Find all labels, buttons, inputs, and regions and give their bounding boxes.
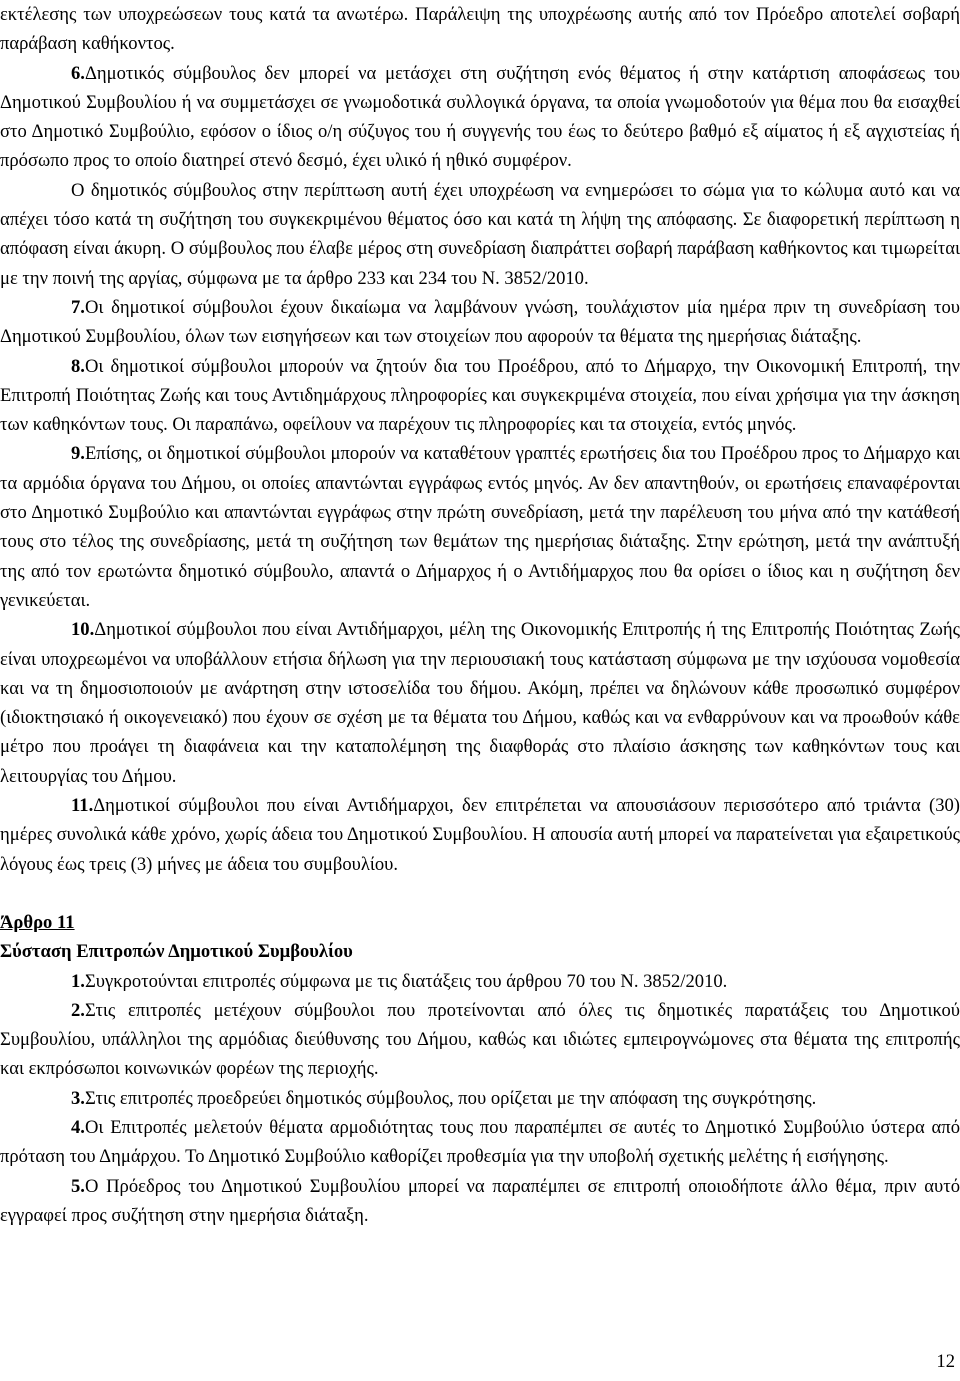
- paragraph-6-continued: [0, 176, 960, 293]
- paragraph-10: [0, 615, 960, 791]
- item-text: Στις επιτροπές μετέχουν σύμβουλοι που προτείνονται από όλες τις δημοτικές παρατάξεις του Δημοτικού Συμβουλίου, υπάλληλοι της αρμόδιας διεύθυνσης του Δήμου, καθώς και ιδιώτες εμπειρογνώμονες στα θέματα της επιτροπής και εκπρόσωποι κοινωνικών φορέων της περιοχής.: [0, 999, 960, 1080]
- item-text: Συγκροτούνται επιτροπές σύμφωνα με τις διατάξεις του άρθρου 70 του Ν. 3852/2010.: [84, 970, 728, 992]
- paragraph-11: [0, 791, 960, 879]
- item-text: Οι Επιτροπές μελετούν θέματα αρμοδιότητας τους που παραπέμπει σε αυτές το Δημοτικό Συμβούλιο ύστερα από πρόταση του Δημάρχου. Το Δημοτικό Συμβούλιο καθορίζει προθεσμία για την υποβολή σχετικής μελέτης ή εισήγησης.: [0, 1116, 960, 1168]
- item-text: Επίσης, οι δημοτικοί σύμβουλοι μπορούν να καταθέτουν γραπτές ερωτήσεις δια του Προέδρου προς το Δήμαρχο και τα αρμόδια όργανα του Δήμου, οι οποίες απαντώνται εγγράφως εντός μηνός. Αν δεν απαντηθούν, οι ερωτήσεις επαναφέρονται στο Δημοτικό Συμβούλιο και απαντώνται εγγράφως στην πρώτη συνεδρίαση, μετά την παρέλευση του μήνα από την κατάθεσή τους στο τέλος της συνεδρίασης, μετά τη συζήτηση των θεμάτων της ημερήσιας διάταξης. Στην ερώτηση, μετά την ανάπτυξή της από τον ερωτώντα δημοτικό σύμβουλο, απαντά ο Δήμαρχος ή ο Αντιδήμαρχος που θα ορίσει ο ίδιος και η συζήτηση δεν γενικεύεται.: [0, 443, 960, 611]
- article-paragraph-1: [0, 967, 960, 996]
- article-title: Άρθρο 11: [0, 911, 75, 933]
- article-subtitle: Σύσταση Επιτροπών Δημοτικού Συμβουλίου: [0, 941, 353, 963]
- item-text: Οι δημοτικοί σύμβουλοι μπορούν να ζητούν δια του Προέδρου, από το Δήμαρχο, την Οικονομική Επιτροπή, την Επιτροπή Ποιότητας Ζωής και τους Αντιδημάρχους πληροφορίες και συγκεκριμένα στοιχεία, που είναι χρήσιμα για την άσκηση των καθηκόντων τους. Οι παραπάνω, οφείλουν να παρέχουν τις πληροφορίες και τα στοιχεία, εντός μηνός.: [0, 355, 960, 436]
- item-number: 3.: [71, 1087, 85, 1109]
- item-number: 9.: [71, 443, 85, 465]
- item-number: 5.: [71, 1175, 85, 1197]
- intro-paragraph: εκτέλεσης των υποχρεώσεων τους κατά τα ανωτέρω. Παράλειψη της υποχρέωσης αυτής από τον Πρόεδρο αποτελεί σοβαρή παράβαση καθήκοντος.: [0, 4, 960, 55]
- article-paragraph-3: [0, 1084, 960, 1113]
- item-text: Δημοτικοί σύμβουλοι που είναι Αντιδήμαρχοι, δεν επιτρέπεται να απουσιάσουν περισσότερο από τριάντα (30) ημέρες συνολικά κάθε χρόνο, χωρίς άδεια του Δημοτικού Συμβουλίου. Η απουσία αυτή μπορεί να παρατείνεται για εξαιρετικούς λόγους έως τρεις (3) μήνες με άδεια του συμβουλίου.: [0, 795, 960, 875]
- item-number: 10.: [71, 619, 95, 641]
- paragraph-8: [0, 352, 960, 440]
- item-number: 11.: [71, 795, 94, 817]
- paragraph-6: [0, 59, 960, 176]
- article-paragraph-2: [0, 996, 960, 1084]
- item-text: Δημοτικός σύμβουλος δεν μπορεί να μετάσχει στη συζήτηση ενός θέματος ή στην κατάρτιση αποφάσεως του Δημοτικού Συμβουλίου ή να συμμετάσχει σε γνωμοδοτικά συλλογικά όργανα, τα οποία γνωμοδοτούν για θέμα που θα εισαχθεί στο Δημοτικό Συμβούλιο, εφόσον ο ίδιος ο/η σύζυγος του ή συγγενής του έως το δεύτερο βαθμό εξ αίματος ή εξ αγχιστείας ή πρόσωπο προς το οποίο διατηρεί στενό δεσμό, έχει υλικό ή ηθικό συμφέρον.: [0, 62, 960, 172]
- article-paragraph-5: [0, 1172, 960, 1231]
- item-text: Ο δημοτικός σύμβουλος στην περίπτωση αυτή έχει υποχρέωση να ενημερώσει το σώμα για το κώλυμα αυτό και να απέχει τόσο κατά τη συζήτηση του συγκεκριμένου θέματος όσο και κατά τη λήψη της απόφασης. Σε διαφορετική περίπτωση η απόφαση είναι άκυρη. Ο σύμβουλος που έλαβε μέρος στη συνεδρίαση διαπράττει σοβαρή παράβαση καθήκοντος και τιμωρείται με την ποινή της αργίας, σύμφωνα με τα άρθρο 233 και 234 του Ν. 3852/2010.: [0, 179, 960, 289]
- article-paragraph-4: [0, 1113, 960, 1172]
- page-number: 12: [936, 1351, 955, 1372]
- item-number: 7.: [71, 296, 85, 318]
- item-text: Ο Πρόεδρος του Δημοτικού Συμβουλίου μπορεί να παραπέμπει σε επιτροπή οποιοδήποτε άλλο θέμα, πριν αυτό εγγραφεί προς συζήτηση στην ημερήσια διάταξη.: [0, 1175, 960, 1226]
- item-text: Δημοτικοί σύμβουλοι που είναι Αντιδήμαρχοι, μέλη της Οικονομικής Επιτροπής ή της Επιτροπής Ποιότητας Ζωής είναι υποχρεωμένοι να υποβάλλουν ετήσια δήλωση για την περιουσιακή τους κατάσταση σύμφωνα με την ισχύουσα νομοθεσία και να τη δημοσιοποιούν με ανάρτηση στην ιστοσελίδα του δήμου. Ακόμη, πρέπει να δηλώνουν κάθε προσωπικό συμφέρον (ιδιοκτησιακό ή οικογενειακό) που έχουν σε σχέση με τα θέματα του Δήμου, καθώς και να ενθαρρύνουν και να προωθούν κάθε μέτρο που προάγει τη διαφάνεια και την καταπολέμηση της διαφθοράς στο πλαίσιο άσκησης των καθηκόντων τους και λειτουργίας του Δήμου.: [0, 619, 960, 787]
- paragraph-9: [0, 439, 960, 615]
- item-number: 6.: [71, 62, 85, 84]
- section-spacer: [0, 879, 960, 908]
- item-text: Οι δημοτικοί σύμβουλοι έχουν δικαίωμα να λαμβάνουν γνώση, τουλάχιστον μία ημέρα πριν τη συνεδρίαση του Δημοτικού Συμβουλίου, όλων των εισηγήσεων και των στοιχείων που αφορούν τα θέματα της ημερήσιας διάταξης.: [0, 296, 960, 348]
- item-number: 4.: [71, 1116, 85, 1138]
- item-number: 1.: [71, 970, 85, 992]
- item-number: 8.: [71, 355, 85, 377]
- item-text: Στις επιτροπές προεδρεύει δημοτικός σύμβουλος, που ορίζεται με την απόφαση της συγκρότησης.: [84, 1087, 817, 1109]
- item-number: 2.: [71, 999, 85, 1021]
- paragraph-7: [0, 293, 960, 352]
